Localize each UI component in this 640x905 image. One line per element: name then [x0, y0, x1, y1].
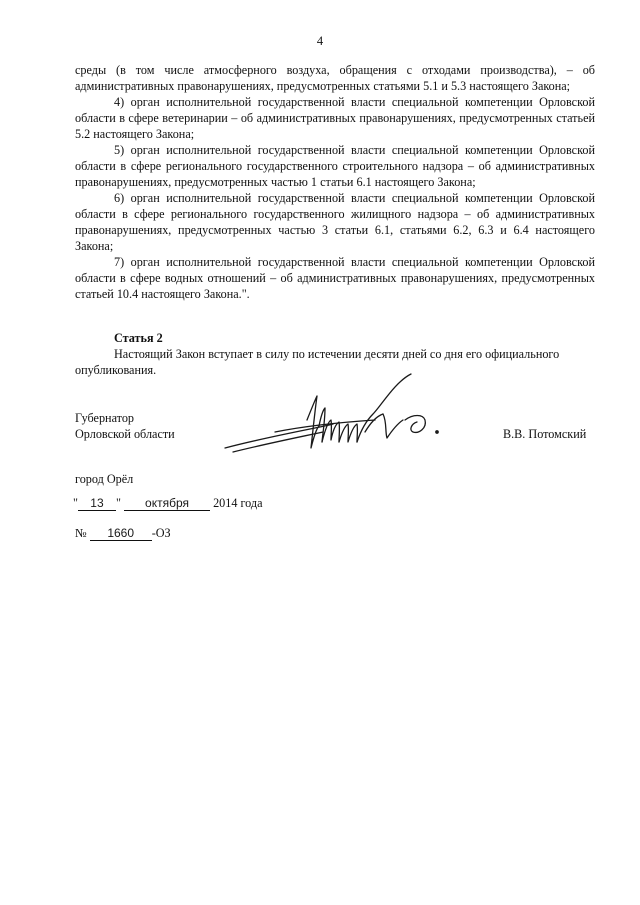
law-number-suffix: -ОЗ — [151, 526, 171, 540]
article-2-text: Настоящий Закон вступает в силу по истечении десяти дней со дня его официального опубликования. — [75, 347, 560, 377]
date-month-field — [124, 497, 210, 511]
date-month-value: октября — [145, 496, 189, 510]
page-number: 4 — [316, 34, 324, 48]
paragraph-continuation: среды (в том числе атмосферного воздуха, обращения с отходами производства), – об административных правонарушениях, предусмотренных статьями 5.1 и 5.3 настоящего Закона; — [75, 63, 595, 93]
paragraph-item-5: 5) орган исполнительной государственной власти специальной компетенции Орловской области в сфере регионального государственного строительного надзора – об административных правонарушениях, предусмотренных частью 1 статьи 6.1 настоящего Закона; — [75, 143, 595, 189]
date-day-value: 13 — [90, 496, 104, 510]
date-close-quote: " — [115, 496, 121, 510]
law-number-field — [90, 527, 152, 541]
paragraph-item-4: 4) орган исполнительной государственной власти специальной компетенции Орловской области в сфере ветеринарии – об административных правонарушениях, предусмотренных статьей 5.2 настоящего Закона; — [75, 95, 595, 141]
handwritten-signature — [215, 370, 455, 470]
date-day-field — [78, 497, 116, 511]
city-line: город Орёл — [75, 472, 134, 486]
governor-region: Орловской области — [75, 427, 175, 441]
law-text-body — [75, 62, 595, 302]
law-number-line — [75, 526, 171, 541]
paragraph-item-7: 7) орган исполнительной государственной власти специальной компетенции Орловской области в сфере водных отношений – об административных правонарушениях, предусмотренных статьей 10.4 настоящего Закона.". — [75, 255, 595, 301]
law-number-value: 1660 — [107, 526, 135, 540]
date-open-quote: " — [73, 496, 78, 510]
date-year: 2014 года — [213, 496, 263, 510]
paragraph-item-6: 6) орган исполнительной государственной власти специальной компетенции Орловской области в сфере регионального государственного жилищного надзора – об административных правонарушениях, предусмотренных частью 3 статьи 6.1, статьями 6.2, 6.3 и 6.4 настоящего Закона; — [75, 191, 595, 253]
governor-name: В.В. Потомский — [503, 427, 587, 441]
governor-title: Губернатор — [75, 411, 135, 425]
article-2-heading: Статья 2 — [114, 331, 163, 345]
number-sign: № — [75, 526, 87, 540]
date-line — [73, 496, 263, 511]
